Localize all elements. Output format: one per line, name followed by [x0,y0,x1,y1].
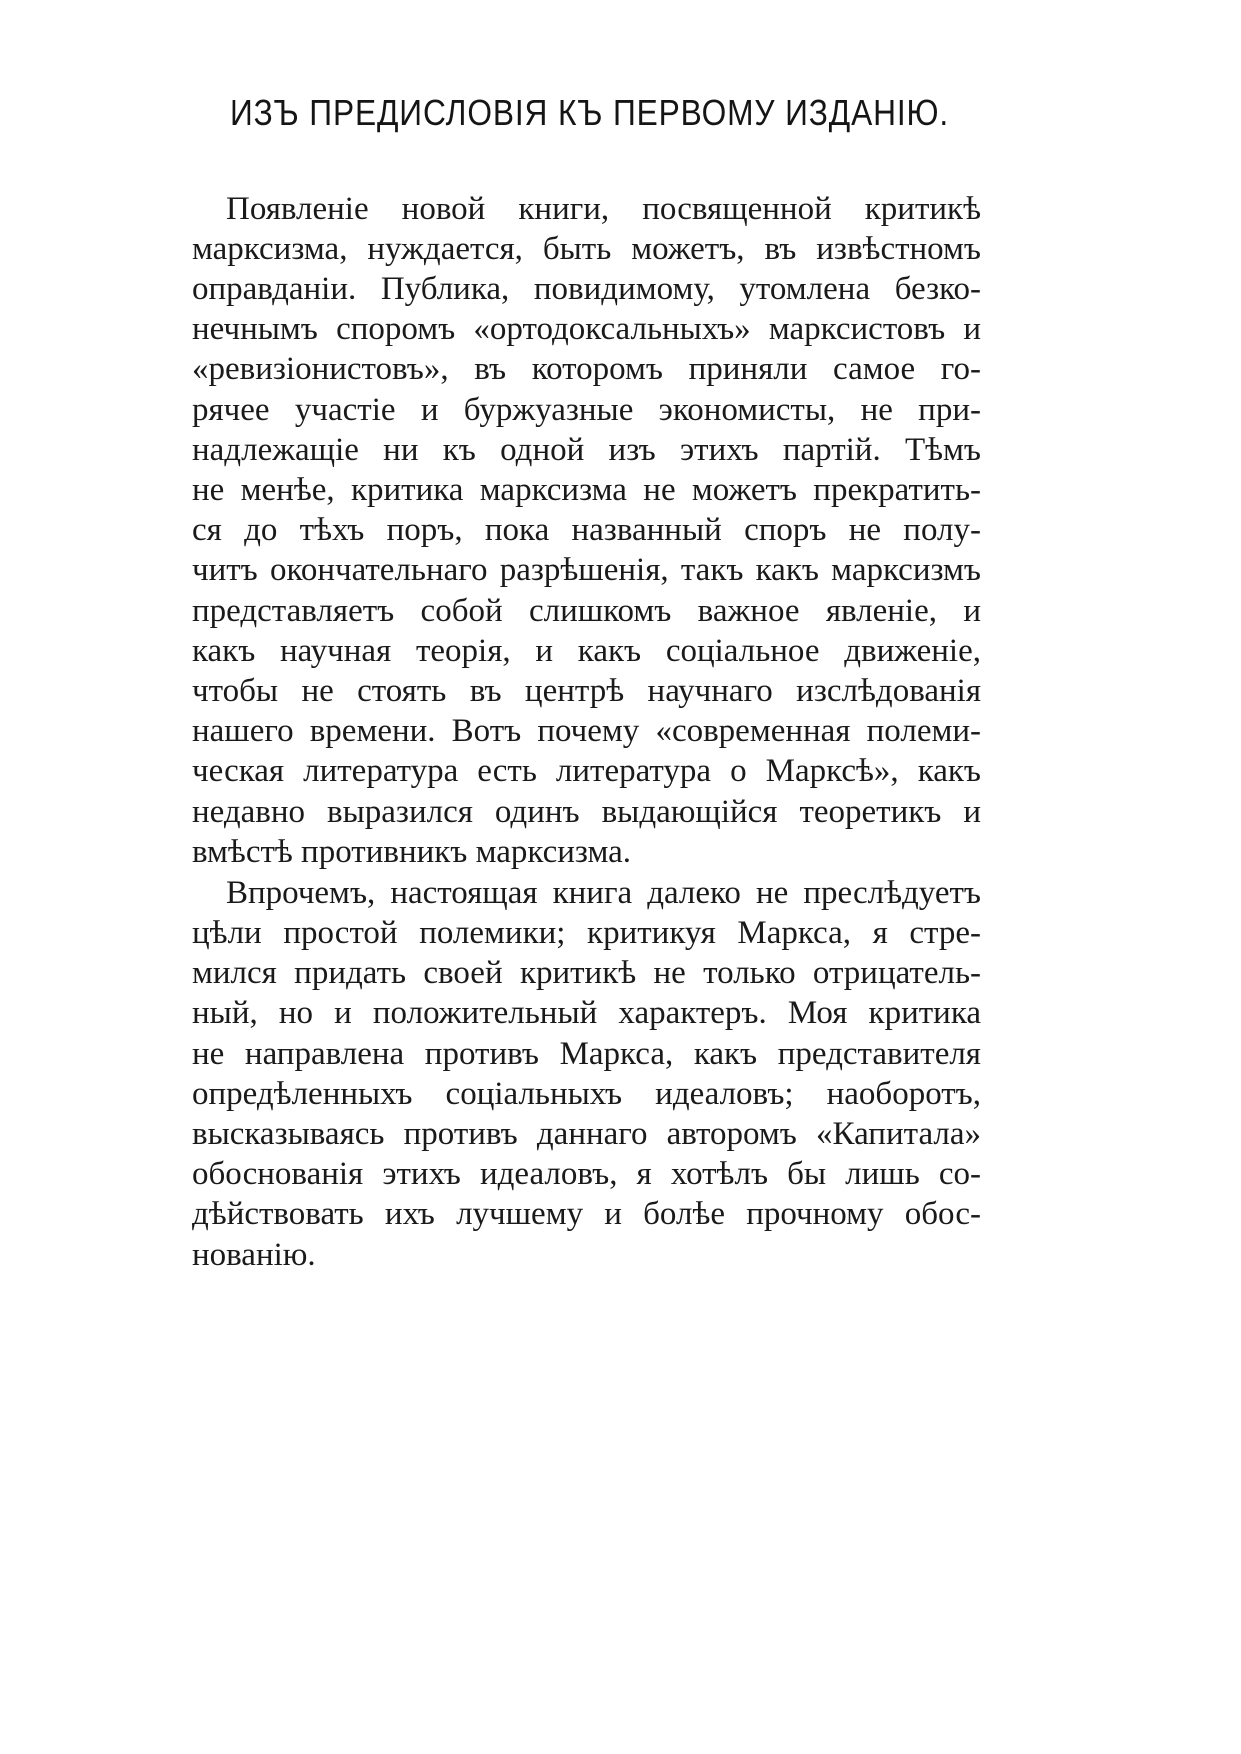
text-line: марксизма, нуждается, быть можетъ, въ извѣстномъ [192,231,981,267]
text-line: представляетъ собой слишкомъ важное явленіе, и [192,593,981,629]
text-line: недавно выразился одинъ выдающійся теоретикъ и [192,794,981,830]
text-line: рячее участіе и буржуазные экономисты, не при- [192,392,981,428]
text-line: не менѣе, критика марксизма не можетъ прекратить- [192,472,981,508]
text-line: «ревизіонистовъ», въ которомъ приняли самое го- [192,351,981,387]
text-line: нашего времени. Вотъ почему «современная полеми- [192,713,981,749]
text-line: нечнымъ споромъ «ортодоксальныхъ» марксистовъ и [192,311,981,347]
text-line: высказываясь противъ даннаго авторомъ «Капитала» [192,1116,981,1152]
text-line: какъ научная теорія, и какъ соціальное движеніе, [192,633,981,669]
text-line: цѣли простой полемики; критикуя Маркса, я стре- [192,915,981,951]
text-line: ческая литература есть литература о Марксѣ», какъ [192,753,981,789]
text-line: оправданіи. Публика, повидимому, утомлена безко- [192,271,981,307]
text-line: чтобы не стоять въ центрѣ научнаго изслѣдованія [192,673,981,709]
text-line: дѣйствовать ихъ лучшему и болѣе прочному обос- [192,1196,981,1232]
text-line: не направлена противъ Маркса, какъ представителя [192,1036,981,1072]
text-line: мился придать своей критикѣ не только отрицатель- [192,955,981,991]
text-line: ся до тѣхъ поръ, пока названный споръ не полу- [192,512,981,548]
text-line: обоснованія этихъ идеаловъ, я хотѣлъ бы лишь со- [192,1156,981,1192]
text-line: надлежащіе ни къ одной изъ этихъ партій. Тѣмъ [192,432,981,468]
text-line: ный, но и положительный характеръ. Моя критика [192,995,981,1031]
page-title: ИЗЪ ПРЕДИСЛОВІЯ КЪ ПЕРВОМУ ИЗДАНІЮ. [230,92,950,133]
text-line: опредѣленныхъ соціальныхъ идеаловъ; наоборотъ, [192,1076,981,1112]
text-line: читъ окончательнаго разрѣшенія, такъ какъ марксизмъ [192,552,981,588]
text-line: Впрочемъ, настоящая книга далеко не преслѣдуетъ [226,875,981,911]
text-line: Появленіе новой книги, посвященной критикѣ [226,191,981,227]
text-line: вмѣстѣ противникъ марксизма. [192,834,632,870]
text-line: нованію. [192,1237,316,1273]
